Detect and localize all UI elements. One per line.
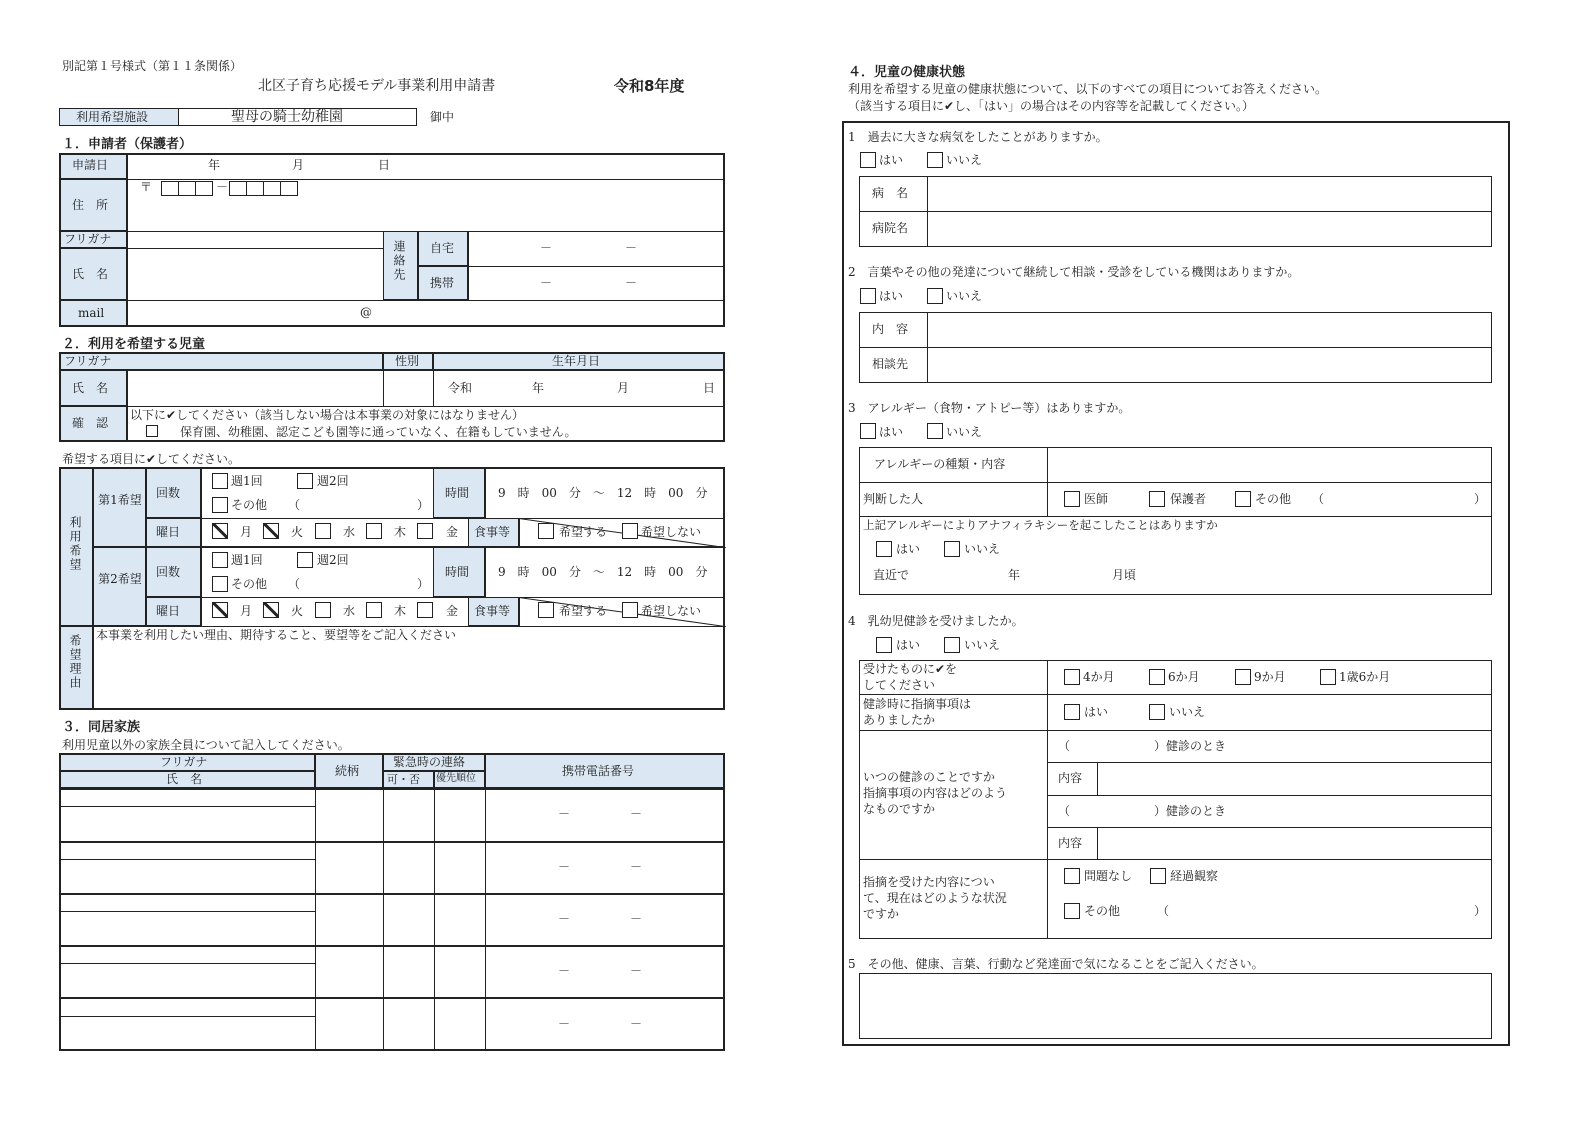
child-dob-field[interactable]	[480, 372, 715, 404]
q3-text: 3 アレルギー（食物・アトピー等）はありますか。	[848, 401, 1131, 415]
family-row-4-phone: － －	[558, 964, 643, 978]
q2-text: 2 言葉やその他の発達について継続して相談・受診をしている機関はありますか。	[848, 265, 1300, 279]
q4-content2-field[interactable]	[1100, 829, 1488, 857]
q1-hospital-field[interactable]	[930, 214, 1488, 244]
second-wish-label: 第2希望	[98, 572, 142, 586]
fiscal-year: 令和8年度	[614, 77, 685, 95]
q5-text: 5 その他、健康、言葉、行動など発達面で気になることをご記入ください。	[848, 957, 1264, 971]
address-field[interactable]	[130, 199, 720, 227]
q4-observe-checkbox[interactable]	[1150, 868, 1166, 884]
q1-disease-field[interactable]	[930, 179, 1488, 209]
mail-label: mail	[78, 306, 105, 320]
family-row-1-phone: － －	[558, 807, 643, 821]
contact-label: 連絡先	[392, 240, 406, 282]
wish-intro: 希望する項目に✔してください。	[62, 452, 241, 466]
q2-no-checkbox[interactable]	[927, 288, 943, 304]
q3-other-checkbox[interactable]	[1235, 491, 1251, 507]
first-week1-checkbox[interactable]	[212, 473, 228, 489]
q5-field[interactable]	[859, 973, 1492, 1039]
first-time-value: 9 時 00 分 ～ 12 時 00 分	[498, 486, 708, 500]
postal-code-first[interactable]	[161, 181, 213, 196]
first-day-tue-checkbox[interactable]	[263, 523, 279, 539]
riyou-kibou-label: 利用希望	[68, 516, 82, 572]
family-row-5-phone: － －	[558, 1017, 643, 1031]
q3-yes-checkbox[interactable]	[860, 423, 876, 439]
q1-yes-checkbox[interactable]	[860, 152, 876, 168]
first-day-wed-checkbox[interactable]	[315, 523, 331, 539]
q4-no-problem-checkbox[interactable]	[1064, 868, 1080, 884]
first-day-mon-checkbox[interactable]	[212, 523, 228, 539]
confirm-checkbox[interactable]	[146, 425, 158, 437]
home-label: 自宅	[430, 241, 455, 255]
second-day-wed-checkbox[interactable]	[315, 602, 331, 618]
q1-no-checkbox[interactable]	[927, 152, 943, 168]
family-row-3-phone: － －	[558, 912, 643, 926]
q4-pointed-yes-checkbox[interactable]	[1064, 704, 1080, 720]
q4-yes-checkbox[interactable]	[876, 637, 892, 653]
q4-4m-checkbox[interactable]	[1064, 669, 1080, 685]
q2-consult-field[interactable]	[930, 350, 1488, 380]
apply-date-field[interactable]	[140, 156, 410, 176]
q1-text: 1 過去に大きな病気をしたことがありますか。	[848, 130, 1108, 144]
first-day-thu-checkbox[interactable]	[366, 523, 382, 539]
apply-date-label: 申請日	[72, 158, 109, 172]
name-label: 氏 名	[72, 267, 109, 281]
family-row-2-phone: － －	[558, 860, 643, 874]
second-meal-no-checkbox[interactable]	[622, 602, 638, 618]
applicant-name-field[interactable]	[130, 250, 380, 298]
home-phone-field[interactable]	[472, 234, 720, 262]
facility-label: 利用希望施設	[76, 110, 149, 124]
family-row[interactable]	[60, 842, 724, 893]
q4-9m-checkbox[interactable]	[1235, 669, 1251, 685]
second-week1-checkbox[interactable]	[212, 552, 228, 568]
first-day-fri-checkbox[interactable]	[417, 523, 433, 539]
q3-ana-no-checkbox[interactable]	[944, 541, 960, 557]
q2-content-field[interactable]	[930, 315, 1488, 345]
mail-field[interactable]	[130, 302, 720, 324]
child-sex-field[interactable]	[386, 372, 430, 404]
onchu: 御中	[430, 110, 455, 124]
q4-no-checkbox[interactable]	[944, 637, 960, 653]
section2-heading: ２．利用を希望する児童	[62, 337, 206, 352]
form-number: 別記第１号様式（第１１条関係）	[62, 59, 243, 73]
second-meal-yes-checkbox[interactable]	[538, 602, 554, 618]
first-meal-yes-checkbox[interactable]	[538, 523, 554, 539]
form-title: 北区子育ち応援モデル事業利用申請書	[258, 78, 496, 94]
confirm-text: 以下に✔してください（該当しない場合は本事業の対象にはなりません）	[130, 408, 525, 422]
second-day-mon-checkbox[interactable]	[212, 602, 228, 618]
q4-6m-checkbox[interactable]	[1149, 669, 1165, 685]
q4-18m-checkbox[interactable]	[1320, 669, 1336, 685]
section1-heading: １．申請者（保護者）	[62, 137, 193, 152]
q4-other-checkbox[interactable]	[1064, 903, 1080, 919]
first-wish-label: 第1希望	[98, 493, 142, 507]
family-row[interactable]	[60, 789, 724, 841]
second-other-checkbox[interactable]	[212, 576, 228, 592]
reason-field[interactable]	[96, 646, 720, 706]
q3-guardian-checkbox[interactable]	[1149, 491, 1165, 507]
q3-type-field[interactable]	[1050, 450, 1488, 480]
section3-heading: ３．同居家族	[62, 720, 141, 735]
postal-mark: 〒	[140, 180, 153, 194]
q3-ana-yes-checkbox[interactable]	[876, 541, 892, 557]
child-name-field[interactable]	[130, 372, 380, 404]
first-other-checkbox[interactable]	[212, 497, 228, 513]
q3-doctor-checkbox[interactable]	[1064, 491, 1080, 507]
applicant-furigana-field[interactable]	[130, 232, 380, 247]
q2-yes-checkbox[interactable]	[860, 288, 876, 304]
reason-label: 希望理由	[68, 634, 82, 690]
mobile-phone-field[interactable]	[472, 269, 720, 297]
second-week2-checkbox[interactable]	[297, 552, 313, 568]
furigana-label: フリガナ	[64, 232, 112, 246]
q4-content1-field[interactable]	[1100, 764, 1488, 793]
facility-name: 聖母の騎士幼稚園	[231, 109, 343, 125]
q4-text: 4 乳幼児健診を受けましたか。	[848, 614, 1024, 628]
first-meal-no-checkbox[interactable]	[622, 523, 638, 539]
family-row[interactable]	[60, 894, 724, 945]
family-row[interactable]	[60, 998, 724, 1050]
first-week2-checkbox[interactable]	[297, 473, 313, 489]
second-day-fri-checkbox[interactable]	[417, 602, 433, 618]
q3-no-checkbox[interactable]	[927, 423, 943, 439]
second-day-tue-checkbox[interactable]	[263, 602, 279, 618]
section4-heading: ４．児童の健康状態	[848, 65, 966, 80]
address-label: 住 所	[72, 198, 109, 212]
mobile-label: 携帯	[430, 276, 455, 290]
second-time-value: 9 時 00 分 ～ 12 時 00 分	[498, 565, 708, 579]
family-row[interactable]	[60, 946, 724, 997]
q4-pointed-no-checkbox[interactable]	[1149, 704, 1165, 720]
second-day-thu-checkbox[interactable]	[366, 602, 382, 618]
